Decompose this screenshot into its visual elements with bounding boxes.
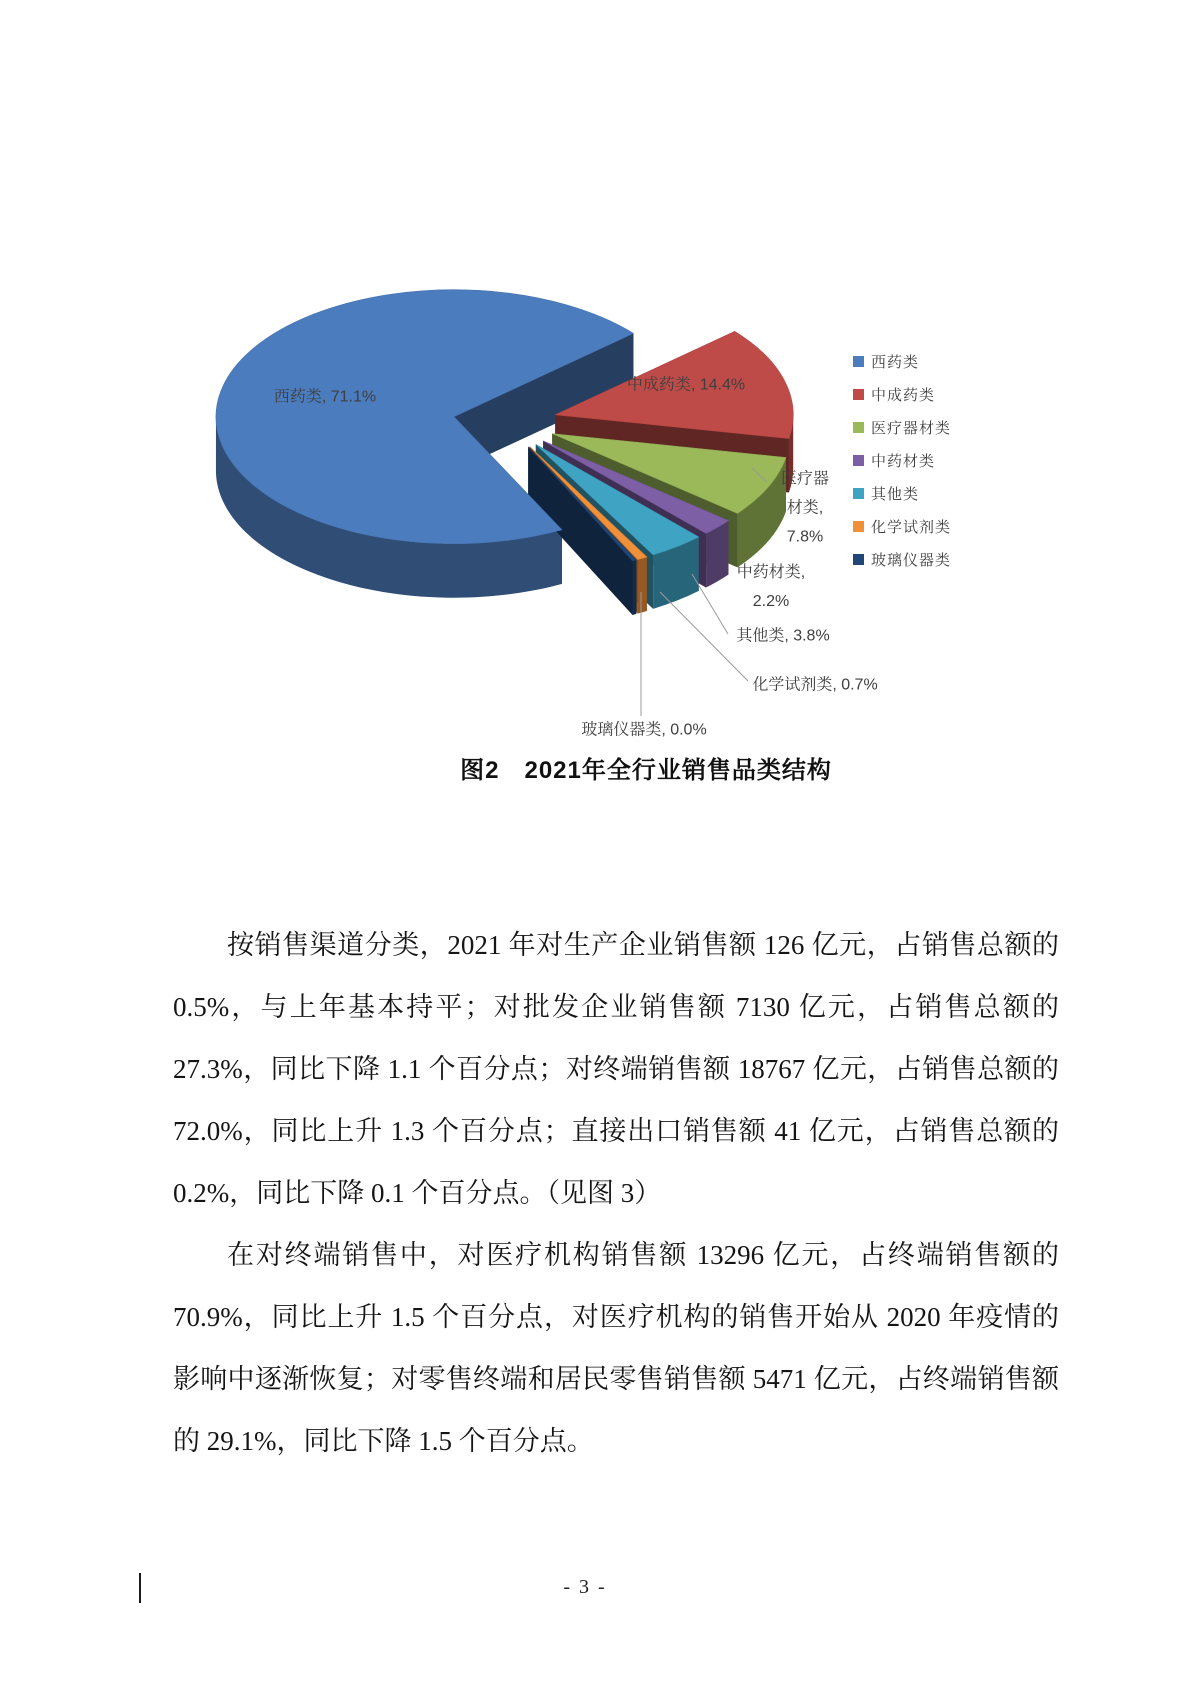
legend-item-3 [853, 450, 951, 470]
legend-item-6 [853, 549, 951, 569]
legend-item-0 [853, 351, 951, 371]
legend-label: 西药类 [871, 353, 920, 371]
legend-item-5 [853, 516, 951, 536]
chart-data-label-line: 医疗器 [780, 470, 830, 488]
pie-slice-6-side-wall [633, 560, 637, 615]
pie-chart-figure [0, 0, 1200, 800]
legend-swatch [853, 389, 864, 400]
legend-label: 中成药类 [871, 386, 936, 404]
legend-swatch [853, 455, 864, 466]
figure-caption: 图2 2021年全行业销售品类结构 [460, 757, 832, 784]
chart-data-label-line: 其他类, 3.8% [736, 627, 830, 645]
legend-swatch [853, 422, 864, 433]
legend-item-1 [853, 384, 951, 404]
chart-data-label-line: 材类, [786, 499, 824, 517]
legend-swatch [853, 488, 864, 499]
chart-data-label-line: 西药类, 71.1% [273, 388, 377, 406]
legend-label: 玻璃仪器类 [871, 551, 952, 569]
pie-slice-5-side-wall [638, 557, 647, 614]
legend-label: 化学试剂类 [871, 518, 952, 536]
chart-data-label-line: 中成药类, 14.4% [626, 376, 746, 394]
legend-label: 其他类 [871, 485, 920, 503]
legend-label: 中药材类 [871, 452, 936, 470]
legend-label: 医疗器材类 [871, 419, 952, 437]
chart-data-label-line: 7.8% [786, 528, 824, 546]
paragraph-terminal-sales: 在对终端销售中，对医疗机构销售额 13296 亿元，占终端销售额的 70.9%，同比上升 1.5 个百分点，对医疗机构的销售开始从 2020 年疫情的影响中逐渐恢复；对零售终端和居民零售销售额 5471 亿元，占终端销售额的 29.1%，同比下降 1.5 个百分点。 [173, 1240, 1059, 1456]
legend-swatch [853, 356, 864, 367]
legend-item-4 [853, 483, 951, 503]
chart-data-label-line: 化学试剂类, 0.7% [752, 676, 878, 694]
chart-data-label-line: 玻璃仪器类, 0.0% [581, 721, 707, 739]
chart-legend [853, 351, 951, 582]
callout-leader-line-2 [660, 592, 748, 681]
chart-data-label-line: 2.2% [752, 593, 790, 610]
legend-item-2 [853, 417, 951, 437]
legend-swatch [853, 554, 864, 565]
paragraph-sales-channels: 按销售渠道分类，2021 年对生产企业销售额 126 亿元，占销售总额的 0.5%，与上年基本持平；对批发企业销售额 7130 亿元，占销售总额的 27.3%，同比下降 1.1 个百分点；对终端销售额 18767 亿元，占销售总额的 72.0%，同比上升 1.3 个百分点；直接出口销售额 41 亿元，占销售总额的 0.2%，同比下降 0.1 个百分点。（见图 3） [173, 930, 1059, 1208]
legend-swatch [853, 521, 864, 532]
document-body [173, 914, 1059, 1472]
page-number: - 3 - [563, 1576, 607, 1598]
chart-data-label-line: 中药材类, [736, 564, 806, 581]
